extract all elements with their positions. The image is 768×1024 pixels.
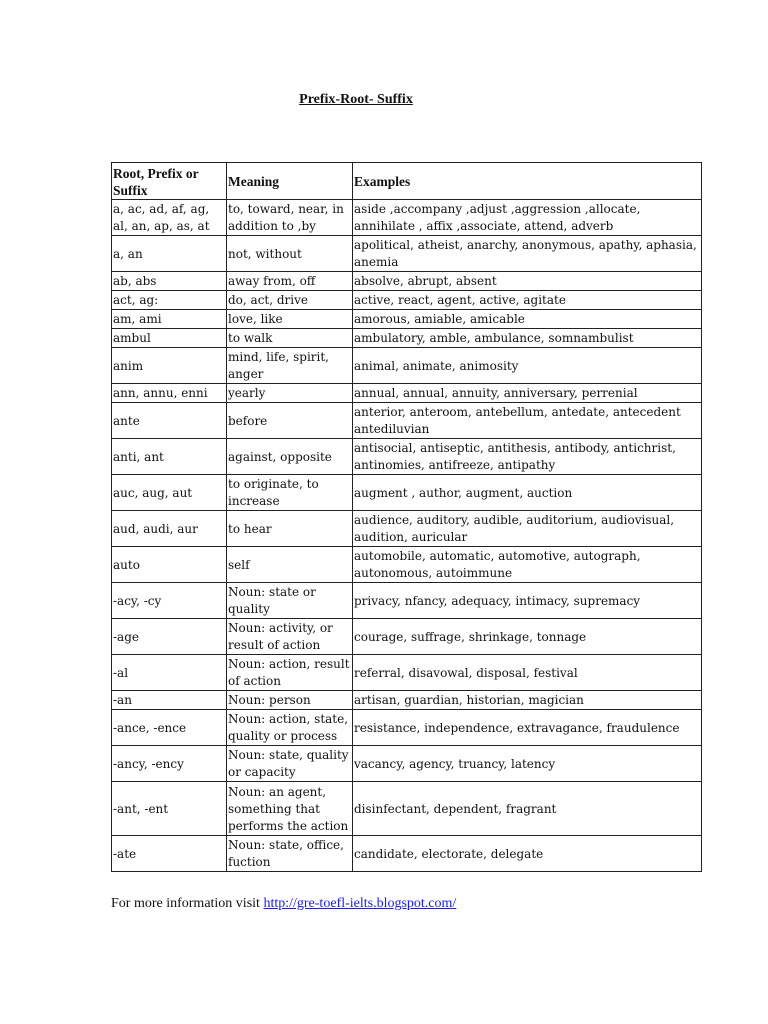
examples-cell: courage, suffrage, shrinkage, tonnage (353, 619, 702, 655)
table-row (112, 200, 702, 236)
examples-cell: disinfectant, dependent, fragrant (353, 782, 702, 836)
column-header-meaning: Meaning (227, 163, 353, 200)
meaning-cell: to originate, to increase (227, 475, 353, 511)
examples-cell: active, react, agent, active, agitate (353, 291, 702, 310)
table-row (112, 511, 702, 547)
meaning-cell: Noun: state or quality (227, 583, 353, 619)
table-row (112, 236, 702, 272)
table-row (112, 746, 702, 782)
table-row (112, 475, 702, 511)
root-cell: -an (112, 691, 227, 710)
root-cell: -ancy, -ency (112, 746, 227, 782)
meaning-cell: before (227, 403, 353, 439)
table-row (112, 655, 702, 691)
table-row (112, 836, 702, 872)
footer-text: For more information visit (111, 896, 264, 911)
table-row (112, 348, 702, 384)
footer-info (111, 896, 456, 912)
root-cell: auto (112, 547, 227, 583)
root-cell: am, ami (112, 310, 227, 329)
table-row (112, 583, 702, 619)
meaning-cell: to hear (227, 511, 353, 547)
prefix-root-suffix-table (111, 162, 702, 872)
meaning-cell: mind, life, spirit, anger (227, 348, 353, 384)
examples-cell: aside ,accompany ,adjust ,aggression ,allocate, annihilate , affix ,associate, attend, adverb (353, 200, 702, 236)
examples-cell: privacy, nfancy, adequacy, intimacy, supremacy (353, 583, 702, 619)
meaning-cell: Noun: activity, or result of action (227, 619, 353, 655)
blog-link[interactable]: http://gre-toefl-ielts.blogspot.com/ (263, 896, 457, 911)
meaning-cell: against, opposite (227, 439, 353, 475)
table-header-row (112, 163, 702, 200)
examples-cell: vacancy, agency, truancy, latency (353, 746, 702, 782)
examples-cell: resistance, independence, extravagance, fraudulence (353, 710, 702, 746)
table-row (112, 310, 702, 329)
meaning-cell: Noun: action, state, quality or process (227, 710, 353, 746)
meaning-cell: Noun: state, office, fuction (227, 836, 353, 872)
meaning-cell: away from, off (227, 272, 353, 291)
examples-cell: referral, disavowal, disposal, festival (353, 655, 702, 691)
column-header-examples: Examples (353, 163, 702, 200)
examples-cell: augment , author, augment, auction (353, 475, 702, 511)
root-cell: -ate (112, 836, 227, 872)
examples-cell: amorous, amiable, amicable (353, 310, 702, 329)
root-cell: -ant, -ent (112, 782, 227, 836)
examples-cell: audience, auditory, audible, auditorium, audiovisual, audition, auricular (353, 511, 702, 547)
root-cell: -acy, -cy (112, 583, 227, 619)
meaning-cell: Noun: state, quality or capacity (227, 746, 353, 782)
meaning-cell: Noun: action, result of action (227, 655, 353, 691)
table-row (112, 691, 702, 710)
table-row (112, 710, 702, 746)
table-row (112, 272, 702, 291)
meaning-cell: yearly (227, 384, 353, 403)
root-cell: -age (112, 619, 227, 655)
table-row (112, 439, 702, 475)
root-cell: a, ac, ad, af, ag, al, an, ap, as, at (112, 200, 227, 236)
table-row (112, 384, 702, 403)
examples-cell: absolve, abrupt, absent (353, 272, 702, 291)
examples-cell: annual, annual, annuity, anniversary, perrenial (353, 384, 702, 403)
examples-cell: ambulatory, amble, ambulance, somnambulist (353, 329, 702, 348)
root-cell: ab, abs (112, 272, 227, 291)
examples-cell: automobile, automatic, automotive, autograph, autonomous, autoimmune (353, 547, 702, 583)
table-row (112, 619, 702, 655)
examples-cell: antisocial, antiseptic, antithesis, antibody, antichrist, antinomies, antifreeze, antipathy (353, 439, 702, 475)
meaning-cell: not, without (227, 236, 353, 272)
root-cell: anti, ant (112, 439, 227, 475)
examples-cell: candidate, electorate, delegate (353, 836, 702, 872)
root-cell: -al (112, 655, 227, 691)
root-cell: ambul (112, 329, 227, 348)
root-cell: auc, aug, aut (112, 475, 227, 511)
root-cell: aud, audi, aur (112, 511, 227, 547)
table-row (112, 329, 702, 348)
table-row (112, 291, 702, 310)
table-row (112, 782, 702, 836)
examples-cell: animal, animate, animosity (353, 348, 702, 384)
meaning-cell: self (227, 547, 353, 583)
root-cell: ante (112, 403, 227, 439)
root-cell: ann, annu, enni (112, 384, 227, 403)
column-header-root: Root, Prefix or Suffix (112, 163, 227, 200)
root-cell: a, an (112, 236, 227, 272)
meaning-cell: do, act, drive (227, 291, 353, 310)
meaning-cell: Noun: person (227, 691, 353, 710)
examples-cell: apolitical, atheist, anarchy, anonymous, apathy, aphasia, anemia (353, 236, 702, 272)
meaning-cell: love, like (227, 310, 353, 329)
examples-cell: artisan, guardian, historian, magician (353, 691, 702, 710)
meaning-cell: Noun: an agent, something that performs the action (227, 782, 353, 836)
root-cell: act, ag: (112, 291, 227, 310)
meaning-cell: to, toward, near, in addition to ,by (227, 200, 353, 236)
meaning-cell: to walk (227, 329, 353, 348)
table-row (112, 547, 702, 583)
table-row (112, 403, 702, 439)
page-title: Prefix-Root- Suffix (299, 92, 413, 107)
root-cell: -ance, -ence (112, 710, 227, 746)
examples-cell: anterior, anteroom, antebellum, antedate, antecedent antediluvian (353, 403, 702, 439)
root-cell: anim (112, 348, 227, 384)
